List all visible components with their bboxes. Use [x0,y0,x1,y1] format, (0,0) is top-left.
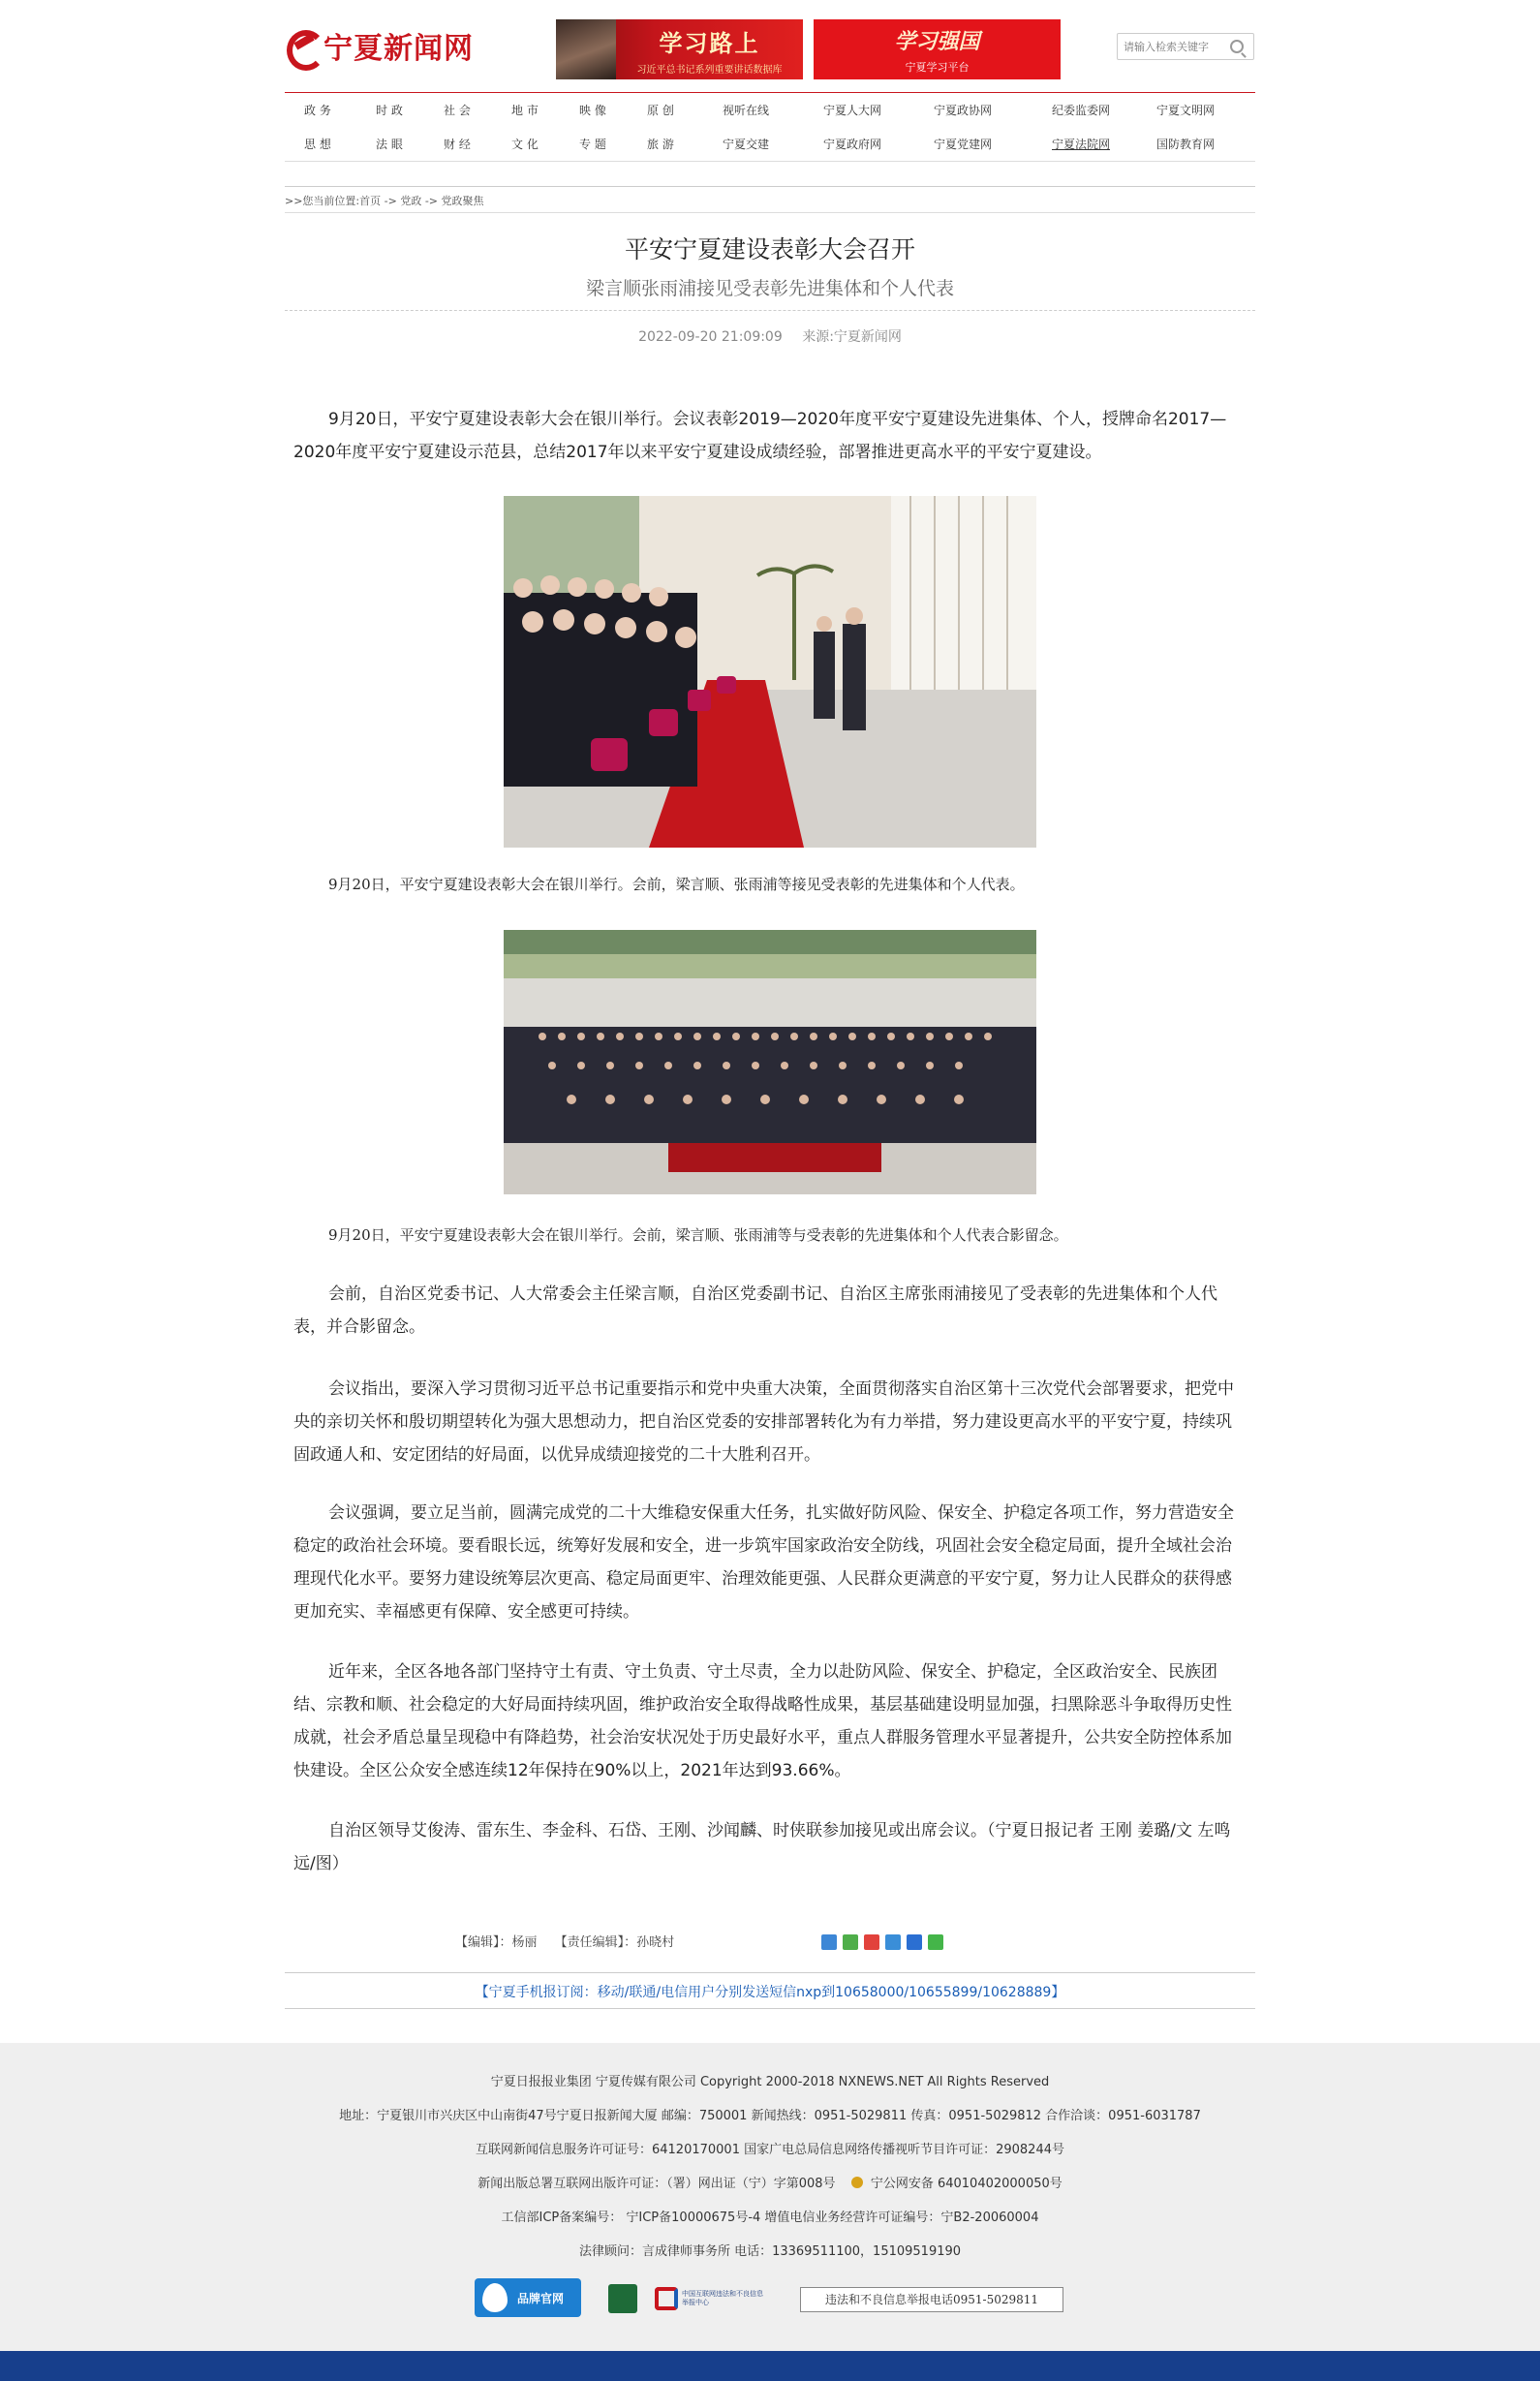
article-subtitle: 梁言顺张雨浦接见受表彰先进集体和个人代表 [585,278,954,299]
logo-icon [285,26,320,65]
share-wechat-icon[interactable] [928,1934,943,1950]
footer-publish-license [0,2173,1540,2191]
nav-item[interactable]: 财 经 [444,138,471,151]
report-center-label: 中国互联网违法和不良信息举报中心 [682,2290,763,2306]
share-renren-icon[interactable] [907,1934,922,1950]
article-meta [285,326,1255,346]
nav-item[interactable]: 思 想 [304,138,331,151]
brand-site-badge[interactable] [475,2278,581,2317]
nav-item[interactable]: 视听在线 [723,104,770,117]
main-nav [285,92,1255,162]
share-qzone-icon[interactable] [843,1934,858,1950]
footer-legal: 法律顾问：言成律师事务所 电话：13369511100，15109519190 [578,2244,962,2259]
nav-item[interactable]: 国防教育网 [1156,138,1216,151]
article-paragraph: 会议强调，要立足当前，圆满完成党的二十大维稳安保重大任务，扎实做好防风险、保安全、护稳定各项工作，努力营造安全稳定的政治社会环境。要看眼长远，统筹好发展和安全，进一步筑牢国家政治安全防线，巩固社会安全稳定局面，提升全域社会治理现代化水平。要努力建设统筹层次更高、稳定局面更牢、治理效能更强、人民群众更满意的平安宁夏，努力让人民群众的获得感更加充实、幸福感更有保障、安全感更可持续。 [293,1503,1234,1622]
nav-item[interactable]: 宁夏党建网 [934,138,993,151]
article-paragraph: 9月20日，平安宁夏建设表彰大会在银川举行。会议表彰2019—2020年度平安宁夏建设先进集体、个人，授牌命名2017—2020年度平安宁夏建设示范县，总结2017年以来平安宁夏建设成绩经验，部署推进更高水平的平安宁夏建设。 [293,410,1227,462]
chief-editor-name: 【责任编辑】：孙晓村 [554,1935,675,1950]
article-paragraph: 会议指出，要深入学习贯彻习近平总书记重要指示和党中央重大决策，全面贯彻落实自治区第十三次党代会部署要求，把党中央的亲切关怀和殷切期望转化为强大思想动力，把自治区党委的安排部署转化为有力举措，努力建设更高水平的平安宁夏，持续巩固政通人和、安定团结的好局面，以优异成绩迎接党的二十大胜利召开。 [293,1379,1234,1465]
report-center-badge[interactable] [655,2284,771,2313]
report-phone-badge[interactable]: 违法和不良信息举报电话0951-5029811 [800,2287,1063,2312]
banner-study-road-title: 学习路上 [659,29,760,57]
nav-item[interactable]: 宁夏政府网 [823,138,882,151]
photo-caption-2: 9月20日，平安宁夏建设表彰大会在银川举行。会前，梁言顺、张雨浦等与受表彰的先进集体和个人代表合影留念。 [328,1226,1068,1244]
report-center-icon [655,2287,678,2310]
article-datetime: 2022-09-20 21:09:09 [638,329,783,345]
logo-text: 宁夏新闻网 [323,32,474,66]
divider [285,2008,1255,2009]
footer-public-security[interactable]: 宁公网安备 64010402000050号 [870,2177,1063,2191]
nav-item[interactable]: 法 眼 [376,138,403,151]
banner-study-road-subtitle: 习近平总书记系列重要讲话数据库 [636,64,783,76]
nav-item[interactable]: 政 务 [304,104,331,117]
share-bar [821,1934,943,1950]
share-tencent-icon[interactable] [885,1934,901,1950]
brand-site-label: 品牌官网 [517,2291,565,2305]
footer-address: 地址：宁夏银川市兴庆区中山南街47号宁夏日报新闻大厦 邮编：750001 新闻热线：0951-5029811 传真：0951-5029812 合作洽谈：0951-6031787 [339,2109,1201,2123]
article-source: 来源:宁夏新闻网 [802,329,902,345]
footer-publish-text: 新闻出版总署互联网出版许可证：（署）网出证（宁）字第008号 [477,2177,836,2191]
article-paragraph: 近年来，全区各地各部门坚持守土有责、守土负责、守土尽责，全力以赴防风险、保安全、护稳定，全区政治安全、民族团结、宗教和顺、社会稳定的大好局面持续巩固，维护政治安全取得战略性成果，基层基础建设明显加强，扫黑除恶斗争取得历史性成就，社会矛盾总量呈现稳中有降趋势，社会治安状况处于历史最好水平，重点人群服务管理水平显著提升，公共安全防控体系加快建设。全区公众安全感连续12年保持在90%以上，2021年达到93.66%。 [293,1662,1232,1780]
nav-item[interactable]: 宁夏政协网 [934,104,993,117]
photo-caption-1: 9月20日，平安宁夏建设表彰大会在银川举行。会前，梁言顺、张雨浦等接见受表彰的先进集体和个人代表。 [328,876,1025,893]
breadcrumb[interactable]: >>您当前位置:首页 -> 党政 -> 党政聚焦 [285,186,1255,213]
editor-info [455,1932,688,1950]
nav-item[interactable]: 宁夏交建 [723,138,770,151]
nav-item[interactable]: 宁夏人大网 [823,104,882,117]
nav-item[interactable]: 文 化 [511,138,539,151]
banner-xuexi-subtitle: 宁夏学习平台 [905,61,970,74]
nav-item[interactable]: 宁夏文明网 [1156,104,1216,117]
article-photo-2 [504,930,1036,1194]
nav-item[interactable]: 社 会 [444,104,471,117]
nav-item[interactable]: 原 创 [647,104,674,117]
nav-row-1 [285,93,1255,126]
moon-badge-icon[interactable] [608,2284,637,2313]
banner-xuexi-qiangguo[interactable] [814,19,1061,79]
footer-icp[interactable]: 工信部ICP备案编号： 宁ICP备10000675号-4 增值电信业务经营许可证编号：宁B2-20060004 [501,2211,1039,2225]
footer-license: 互联网新闻信息服务许可证号：64120170001 国家广电总局信息网络传播视听节目许可证：2908244号 [475,2143,1064,2157]
bottom-bar [0,2351,1540,2381]
divider [285,310,1255,311]
article-photo-1 [504,496,1036,848]
banner-study-road[interactable] [556,19,803,79]
police-badge-icon [851,2177,863,2188]
nav-row-2 [285,127,1255,160]
search-box [1117,33,1254,60]
nav-item[interactable]: 地 市 [511,104,539,117]
nav-item[interactable]: 纪委监委网 [1052,104,1111,117]
footer-badges [0,2278,1540,2319]
sms-subscription-notice[interactable]: 【宁夏手机报订阅：移动/联通/电信用户分别发送短信nxp到10658000/10655899/10628889】 [475,1985,1065,2000]
article-paragraph: 自治区领导艾俊涛、雷东生、李金科、石岱、王刚、沙闻麟、时侠联参加接见或出席会议。（宁夏日报记者 王刚 姜璐/文 左鸣远/图） [293,1821,1231,1873]
nav-item[interactable]: 宁夏法院网 [1052,138,1111,151]
article-paragraph: 会前，自治区党委书记、人大常委会主任梁言顺，自治区党委副书记、自治区主席张雨浦接见了受表彰的先进集体和个人代表，并合影留念。 [293,1284,1217,1337]
share-weibo-icon[interactable] [864,1934,879,1950]
search-input[interactable] [1118,35,1226,58]
banner-portrait-image [556,19,616,79]
banner-xuexi-title: 学习强国 [894,29,980,54]
editor-name: 【编辑】：杨丽 [455,1935,538,1950]
share-plus-icon[interactable] [821,1934,837,1950]
footer-copyright: 宁夏日报报业集团 宁夏传媒有限公司 Copyright 2000-2018 NXNEWS.NET All Rights Reserved [490,2075,1050,2089]
site-logo[interactable] [285,21,508,70]
nav-item[interactable]: 旅 游 [647,138,674,151]
water-drop-icon [482,2283,508,2312]
nav-item[interactable]: 专 题 [579,138,606,151]
search-icon[interactable] [1230,40,1244,53]
nav-item[interactable]: 映 像 [579,104,606,117]
divider [285,1972,1255,1973]
nav-item[interactable]: 时 政 [376,104,403,117]
article-title: 平安宁夏建设表彰大会召开 [624,235,915,263]
